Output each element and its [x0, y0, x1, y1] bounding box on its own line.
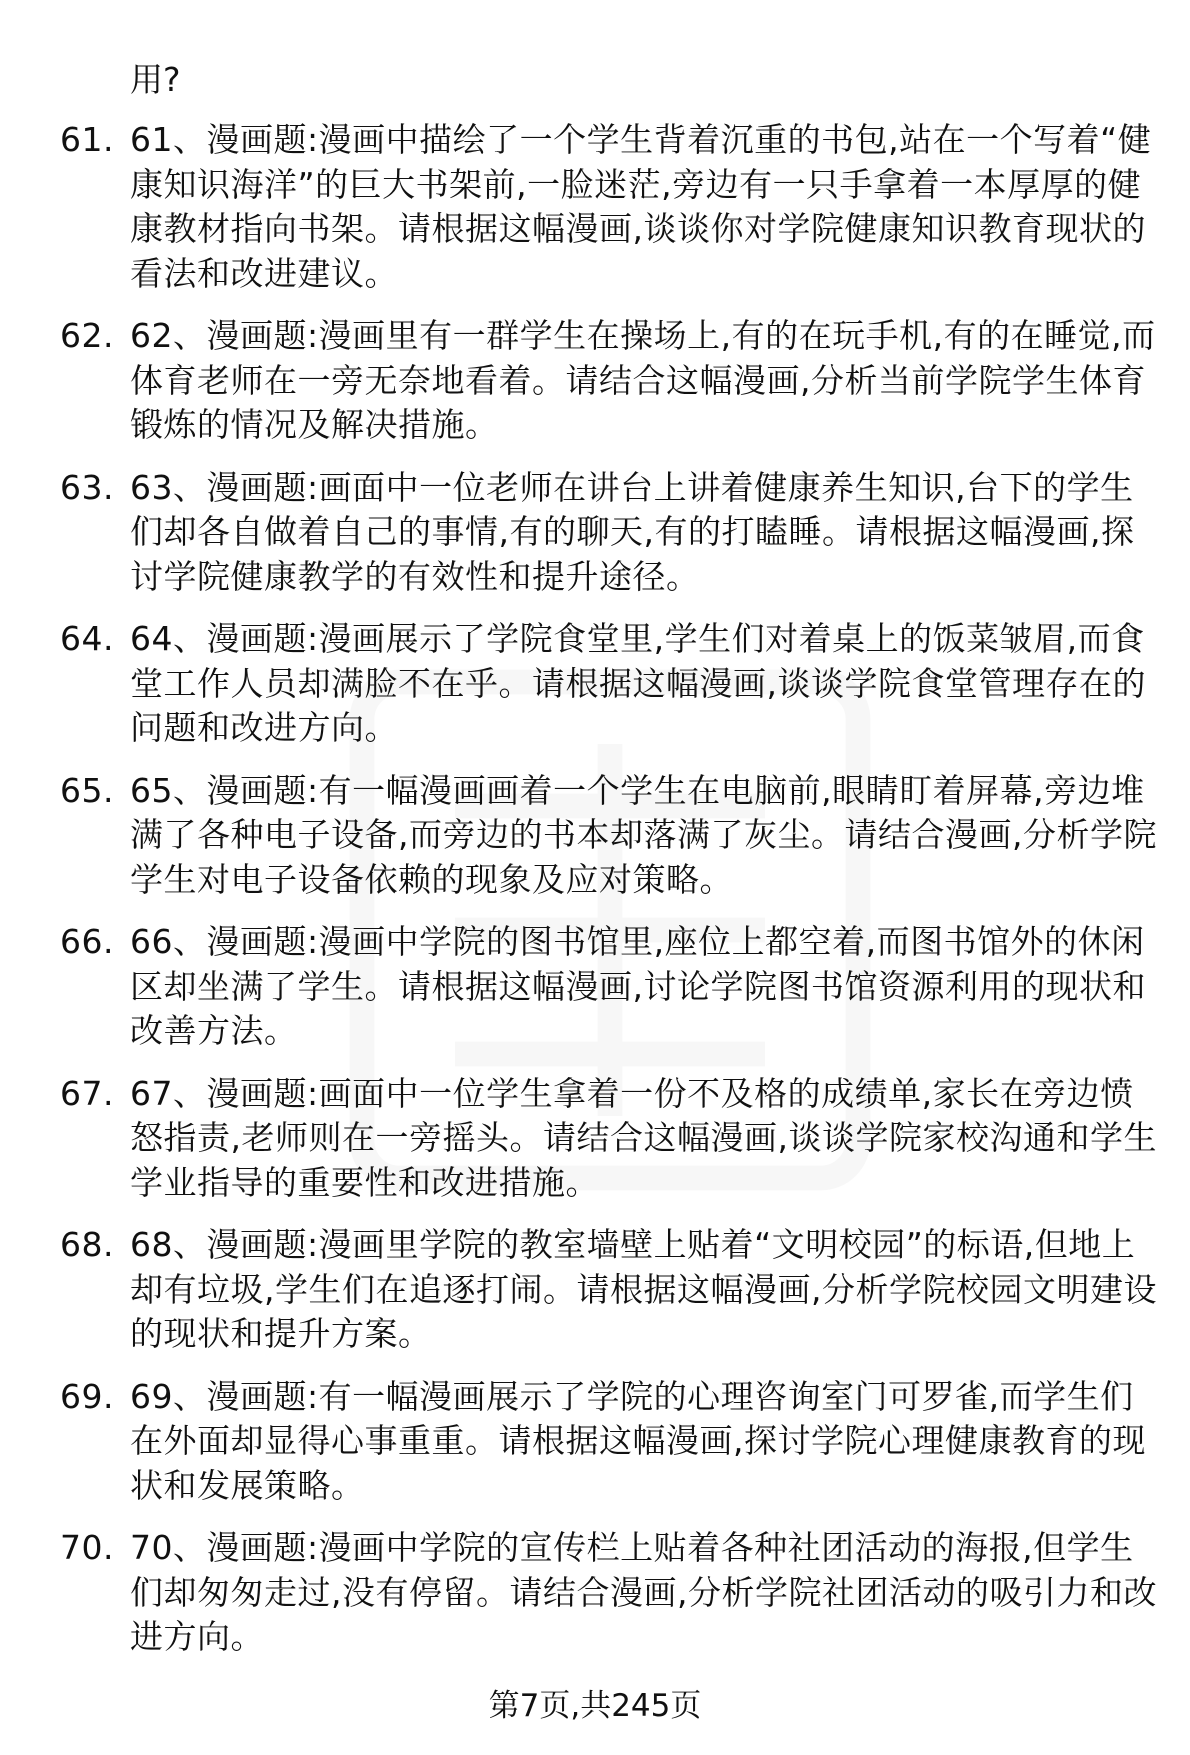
question-text: 63、漫画题:画面中一位老师在讲台上讲着健康养生知识,台下的学生们却各自做着自己的事情,有的聊天,有的打瞌睡。请根据这幅漫画,探讨学院健康教学的有效性和提升途径。 [130, 467, 1135, 596]
question-number: 66. [60, 922, 114, 961]
question-number: 62. [60, 316, 114, 355]
question-text: 62、漫画题:漫画里有一群学生在操场上,有的在玩手机,有的在睡觉,而体育老师在一旁无奈地看着。请结合这幅漫画,分析当前学院学生体育锻炼的情况及解决措施。 [130, 316, 1156, 444]
question-item [60, 1072, 1157, 1206]
question-number: 65. [60, 770, 114, 810]
question-number: 61. [60, 120, 114, 159]
question-item [60, 617, 1150, 751]
question-number: 67. [60, 1073, 114, 1113]
question-text: 69、漫画题:有一幅漫画展示了学院的心理咨询室门可罗雀,而学生们在外面却显得心事重重。请根据这幅漫画,探讨学院心理健康教育的现状和发展策略。 [130, 1376, 1146, 1505]
question-item [60, 314, 1156, 448]
question-item [60, 1375, 1150, 1509]
question-text: 68、漫画题:漫画里学院的教室墙壁上贴着“文明校园”的标语,但地上却有垃圾,学生们在追逐打闹。请根据这幅漫画,分析学院校园文明建设的现状和提升方案。 [130, 1225, 1157, 1353]
question-number: 68. [60, 1225, 114, 1264]
question-text: 67、漫画题:画面中一位学生拿着一份不及格的成绩单,家长在旁边愤怒指责,老师则在一旁摇头。请结合这幅漫画,谈谈学院家校沟通和学生学业指导的重要性和改进措施。 [130, 1073, 1157, 1202]
question-text: 65、漫画题:有一幅漫画画着一个学生在电脑前,眼睛盯着屏幕,旁边堆满了各种电子设备,而旁边的书本却落满了灰尘。请结合漫画,分析学院学生对电子设备依赖的现象及应对策略。 [130, 770, 1157, 899]
question-text: 66、漫画题:漫画中学院的图书馆里,座位上都空着,而图书馆外的休闲区却坐满了学生。请根据这幅漫画,讨论学院图书馆资源利用的现状和改善方法。 [130, 922, 1146, 1050]
question-item [60, 920, 1150, 1054]
question-list [60, 118, 1157, 1678]
question-text: 61、漫画题:漫画中描绘了一个学生背着沉重的书包,站在一个写着“健康知识海洋”的巨大书架前,一脸迷茫,旁边有一只手拿着一本厚厚的健康教材指向书架。请根据这幅漫画,谈谈你对学院健康知识教育现状的看法和改进建议。 [130, 120, 1152, 293]
carryover-text: 用? [130, 60, 181, 99]
question-item [60, 1223, 1157, 1357]
question-number: 69. [60, 1376, 114, 1416]
page-footer: 第7页,共245页 [488, 1688, 702, 1724]
question-text: 64、漫画题:漫画展示了学院食堂里,学生们对着桌上的饭菜皱眉,而食堂工作人员却满脸不在乎。请根据这幅漫画,谈谈学院食堂管理存在的问题和改进方向。 [130, 619, 1146, 747]
question-number: 70. [60, 1528, 114, 1567]
question-number: 63. [60, 467, 114, 507]
question-item [60, 466, 1150, 600]
question-number: 64. [60, 619, 114, 658]
question-item [60, 118, 1150, 296]
question-item [60, 769, 1157, 903]
question-text: 70、漫画题:漫画中学院的宣传栏上贴着各种社团活动的海报,但学生们却匆匆走过,没有停留。请结合漫画,分析学院社团活动的吸引力和改进方向。 [130, 1528, 1157, 1656]
question-item [60, 1526, 1157, 1660]
